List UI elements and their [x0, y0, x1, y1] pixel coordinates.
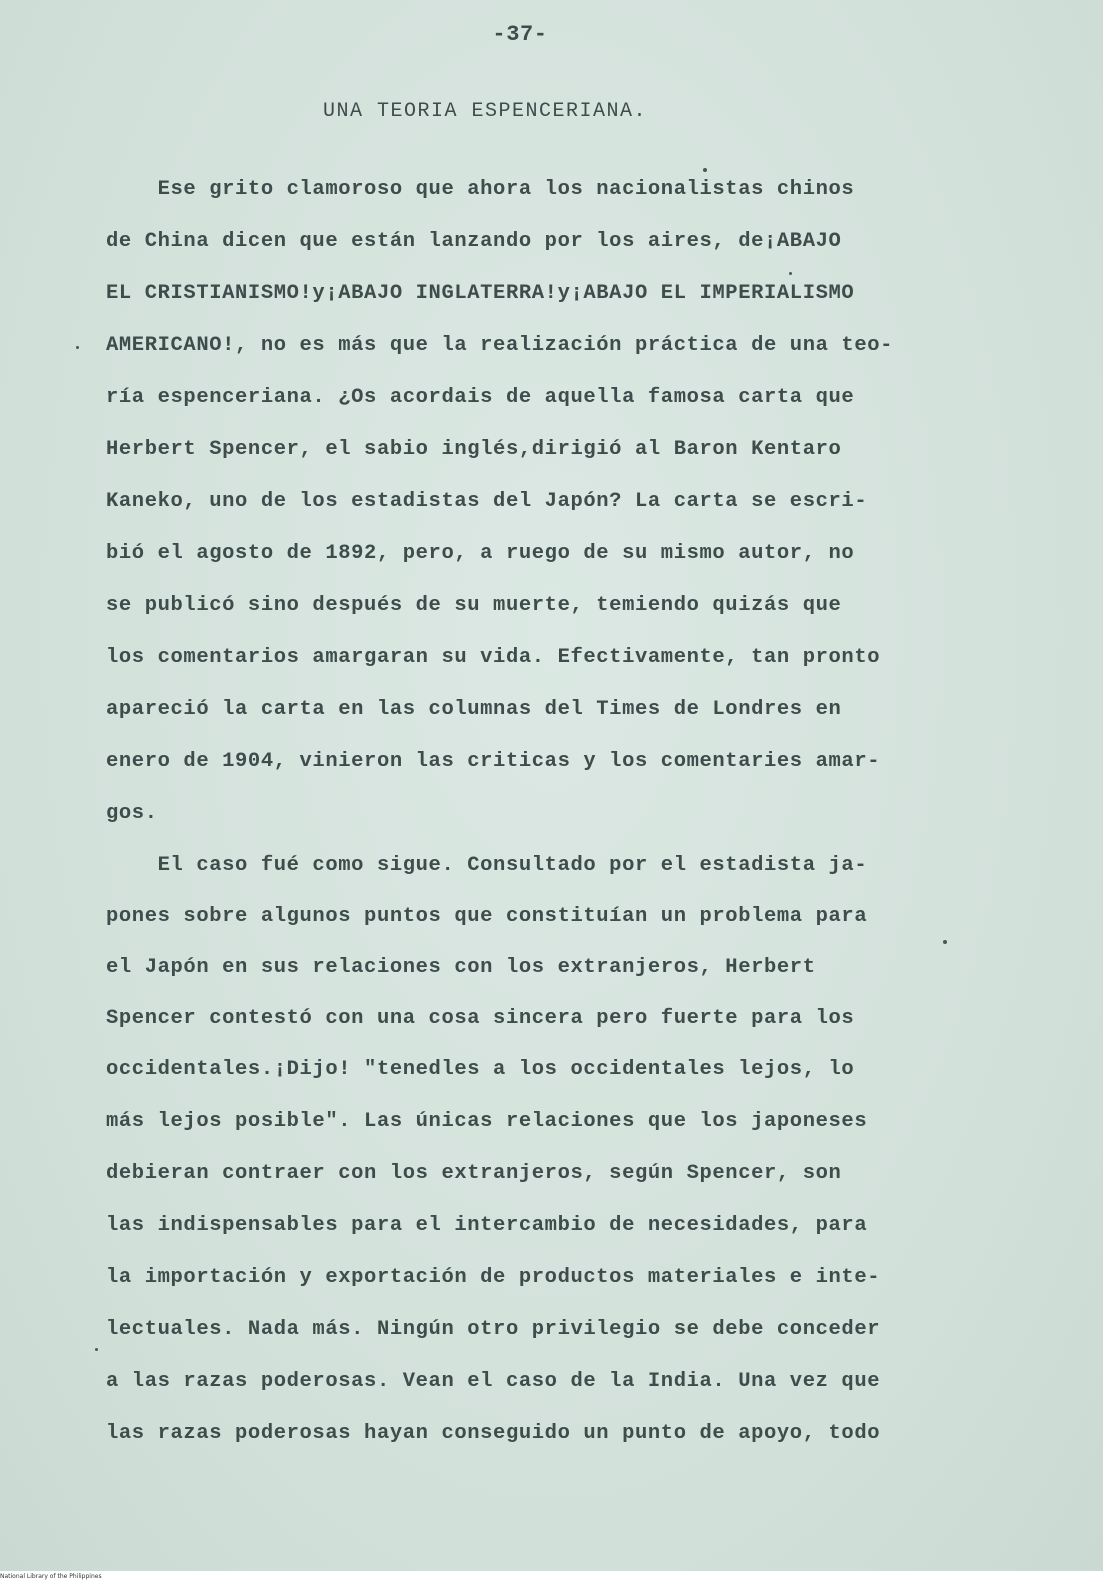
text-line: de China dicen que están lanzando por los aires, de¡ABAJO: [106, 230, 842, 253]
page-number: -37-: [492, 22, 548, 47]
text-line: los comentarios amargaran su vida. Efectivamente, tan pronto: [106, 646, 881, 669]
ink-speck: [789, 272, 792, 275]
text-line: a las razas poderosas. Vean el caso de la India. Una vez que: [106, 1370, 881, 1393]
ink-speck: [943, 940, 947, 944]
text-line: Ese grito clamoroso que ahora los nacionalistas chinos: [106, 178, 855, 201]
text-line: AMERICANO!, no es más que la realización práctica de una teo-: [106, 334, 894, 357]
ink-speck: [95, 1348, 98, 1351]
ink-speck: [76, 346, 79, 349]
text-line: la importación y exportación de productos materiales e inte-: [106, 1266, 881, 1289]
text-line: bió el agosto de 1892, pero, a ruego de su mismo autor, no: [106, 542, 855, 565]
text-line: Spencer contestó con una cosa sincera pero fuerte para los: [106, 1007, 855, 1030]
text-line: debieran contraer con los extranjeros, según Spencer, son: [106, 1162, 842, 1185]
text-line: enero de 1904, vinieron las criticas y los comentaries amar-: [106, 750, 881, 773]
text-line: El caso fué como sigue. Consultado por el estadista ja-: [106, 854, 868, 877]
text-line: EL CRISTIANISMO!y¡ABAJO INGLATERRA!y¡ABAJO EL IMPERIALISMO: [106, 282, 855, 305]
text-line: occidentales.¡Dijo! "tenedles a los occidentales lejos, lo: [106, 1058, 855, 1081]
text-line: más lejos posible". Las únicas relaciones que los japoneses: [106, 1110, 868, 1133]
text-line: Kaneko, uno de los estadistas del Japón? La carta se escri-: [106, 490, 868, 513]
text-line: las razas poderosas hayan conseguido un punto de apoyo, todo: [106, 1422, 881, 1445]
text-line: las indispensables para el intercambio de necesidades, para: [106, 1214, 868, 1237]
text-line: gos.: [106, 802, 158, 825]
text-line: lectuales. Nada más. Ningún otro privilegio se debe conceder: [106, 1318, 881, 1341]
text-line: el Japón en sus relaciones con los extranjeros, Herbert: [106, 956, 816, 979]
text-line: se publicó sino después de su muerte, temiendo quizás que: [106, 594, 842, 617]
ink-speck: [703, 168, 707, 172]
text-line: apareció la carta en las columnas del Times de Londres en: [106, 698, 842, 721]
document-title: UNA TEORIA ESPENCERIANA.: [323, 100, 648, 123]
text-line: ría espenceriana. ¿Os acordais de aquella famosa carta que: [106, 386, 855, 409]
text-line: pones sobre algunos puntos que constituían un problema para: [106, 905, 868, 928]
text-line: Herbert Spencer, el sabio inglés,dirigió al Baron Kentaro: [106, 438, 842, 461]
library-credit: National Library of the Philippines: [0, 1573, 102, 1580]
